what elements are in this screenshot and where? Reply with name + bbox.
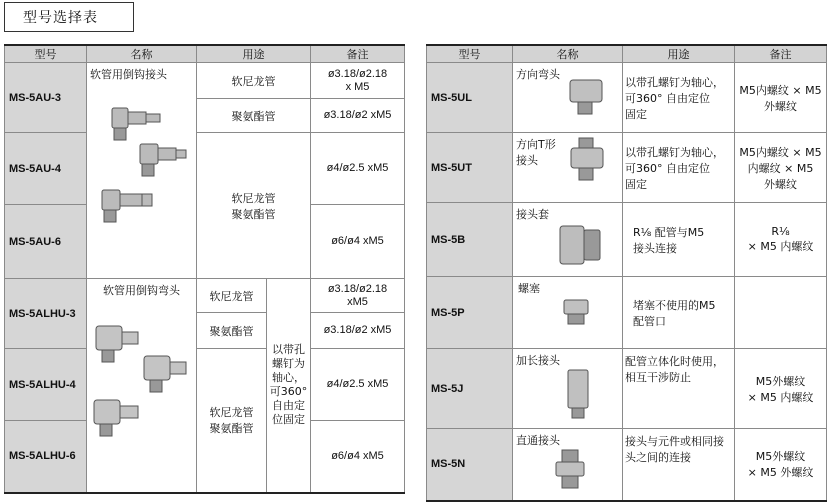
usage-cell: 以带孔螺钉为轴心， 可360° 自由定位 固定 [623,63,735,133]
usage-cell: 以带孔螺钉为轴心， 可360° 自由定位 固定 [623,133,735,203]
product-name: 直通接头 [516,434,560,447]
plug-image [560,296,594,330]
remark-cell: M5内螺纹 × M5 外螺纹 [735,63,827,133]
usage-cell: 堵塞不使用的M5 配管口 [623,277,735,349]
spec-cell: ø3.18/ø2.18 xM5 [311,279,405,313]
barb-elbow-image [90,302,194,462]
bushing-image [556,222,606,270]
tee-union-image [567,136,611,186]
header-model: 型号 [5,45,87,63]
remark-cell [735,277,827,349]
usage-cell: 软尼龙管 [197,279,267,313]
remark-cell: M5外螺纹 × M5 外螺纹 [735,429,827,501]
straight-union-image [552,448,592,492]
product-name: 方向弯头 [516,68,560,81]
name-cell [87,279,197,493]
usage-cell: 聚氨酯管 [197,99,311,133]
model-cell: MS-5N [427,429,513,501]
spec-cell: ø6/ø4 xM5 [311,421,405,493]
spec-cell: ø3.18/ø2.18 x M5 [311,63,405,99]
header-remark: 备注 [311,45,405,63]
spec-cell: ø4/ø2.5 xM5 [311,349,405,421]
model-cell: MS-5J [427,349,513,429]
model-cell: MS-5AU-4 [5,133,87,205]
header-remark: 备注 [735,45,827,63]
name-cell [513,349,623,429]
spec-cell: ø3.18/ø2 xM5 [311,313,405,349]
name-cell [513,133,623,203]
usage-cell: 软尼龙管 [197,63,311,99]
spec-cell: ø6/ø4 xM5 [311,205,405,279]
right-selection-table [426,44,827,502]
usage-cell: 软尼龙管 聚氨酯管 [197,349,267,493]
product-name: 方向T形 接头 [516,138,556,167]
model-cell: MS-5UL [427,63,513,133]
spec-cell: ø4/ø2.5 xM5 [311,133,405,205]
header-model: 型号 [427,45,513,63]
header-usage: 用途 [197,45,311,63]
name-cell [513,203,623,277]
product-name: 螺塞 [518,282,540,295]
usage-cell: 软尼龙管 聚氨酯管 [197,133,311,279]
header-name: 名称 [87,45,197,63]
left-selection-table [4,44,405,494]
product-name: 接头套 [516,208,549,221]
spec-cell: ø3.18/ø2 xM5 [311,99,405,133]
elbow-union-image [566,76,610,118]
model-cell: MS-5UT [427,133,513,203]
header-usage: 用途 [623,45,735,63]
model-cell: MS-5B [427,203,513,277]
model-cell: MS-5P [427,277,513,349]
remark-cell: R⅛ × M5 内螺纹 [735,203,827,277]
page-title: 型号选择表 [4,2,134,32]
usage-cell: 接头与元件或相同接 头之间的连接 [623,429,735,501]
usage-cell: R⅛ 配管与M5 接头连接 [623,203,735,277]
elbow-note-cell: 以带孔 螺钉为 轴心， 可360° 自由定 位固定 [267,279,311,493]
remark-cell: M5外螺纹 × M5 内螺纹 [735,349,827,429]
model-cell: MS-5AU-3 [5,63,87,133]
remark-cell: M5内螺纹 × M5 内螺纹 × M5 外螺纹 [735,133,827,203]
header-name: 名称 [513,45,623,63]
barb-fitting-image [92,86,192,236]
product-name: 加长接头 [516,354,560,367]
extension-fitting-image [560,368,600,422]
name-cell [87,63,197,279]
model-cell: MS-5ALHU-4 [5,349,87,421]
model-cell: MS-5ALHU-6 [5,421,87,493]
model-cell: MS-5AU-6 [5,205,87,279]
name-cell [513,63,623,133]
name-cell [513,277,623,349]
name-cell [513,429,623,501]
model-cell: MS-5ALHU-3 [5,279,87,349]
product-name: 软管用倒钩接头 [90,68,167,81]
usage-cell: 聚氨酯管 [197,313,267,349]
product-name: 软管用倒钩弯头 [103,284,180,297]
usage-cell: 配管立体化时使用， 相互干涉防止 [623,349,735,429]
